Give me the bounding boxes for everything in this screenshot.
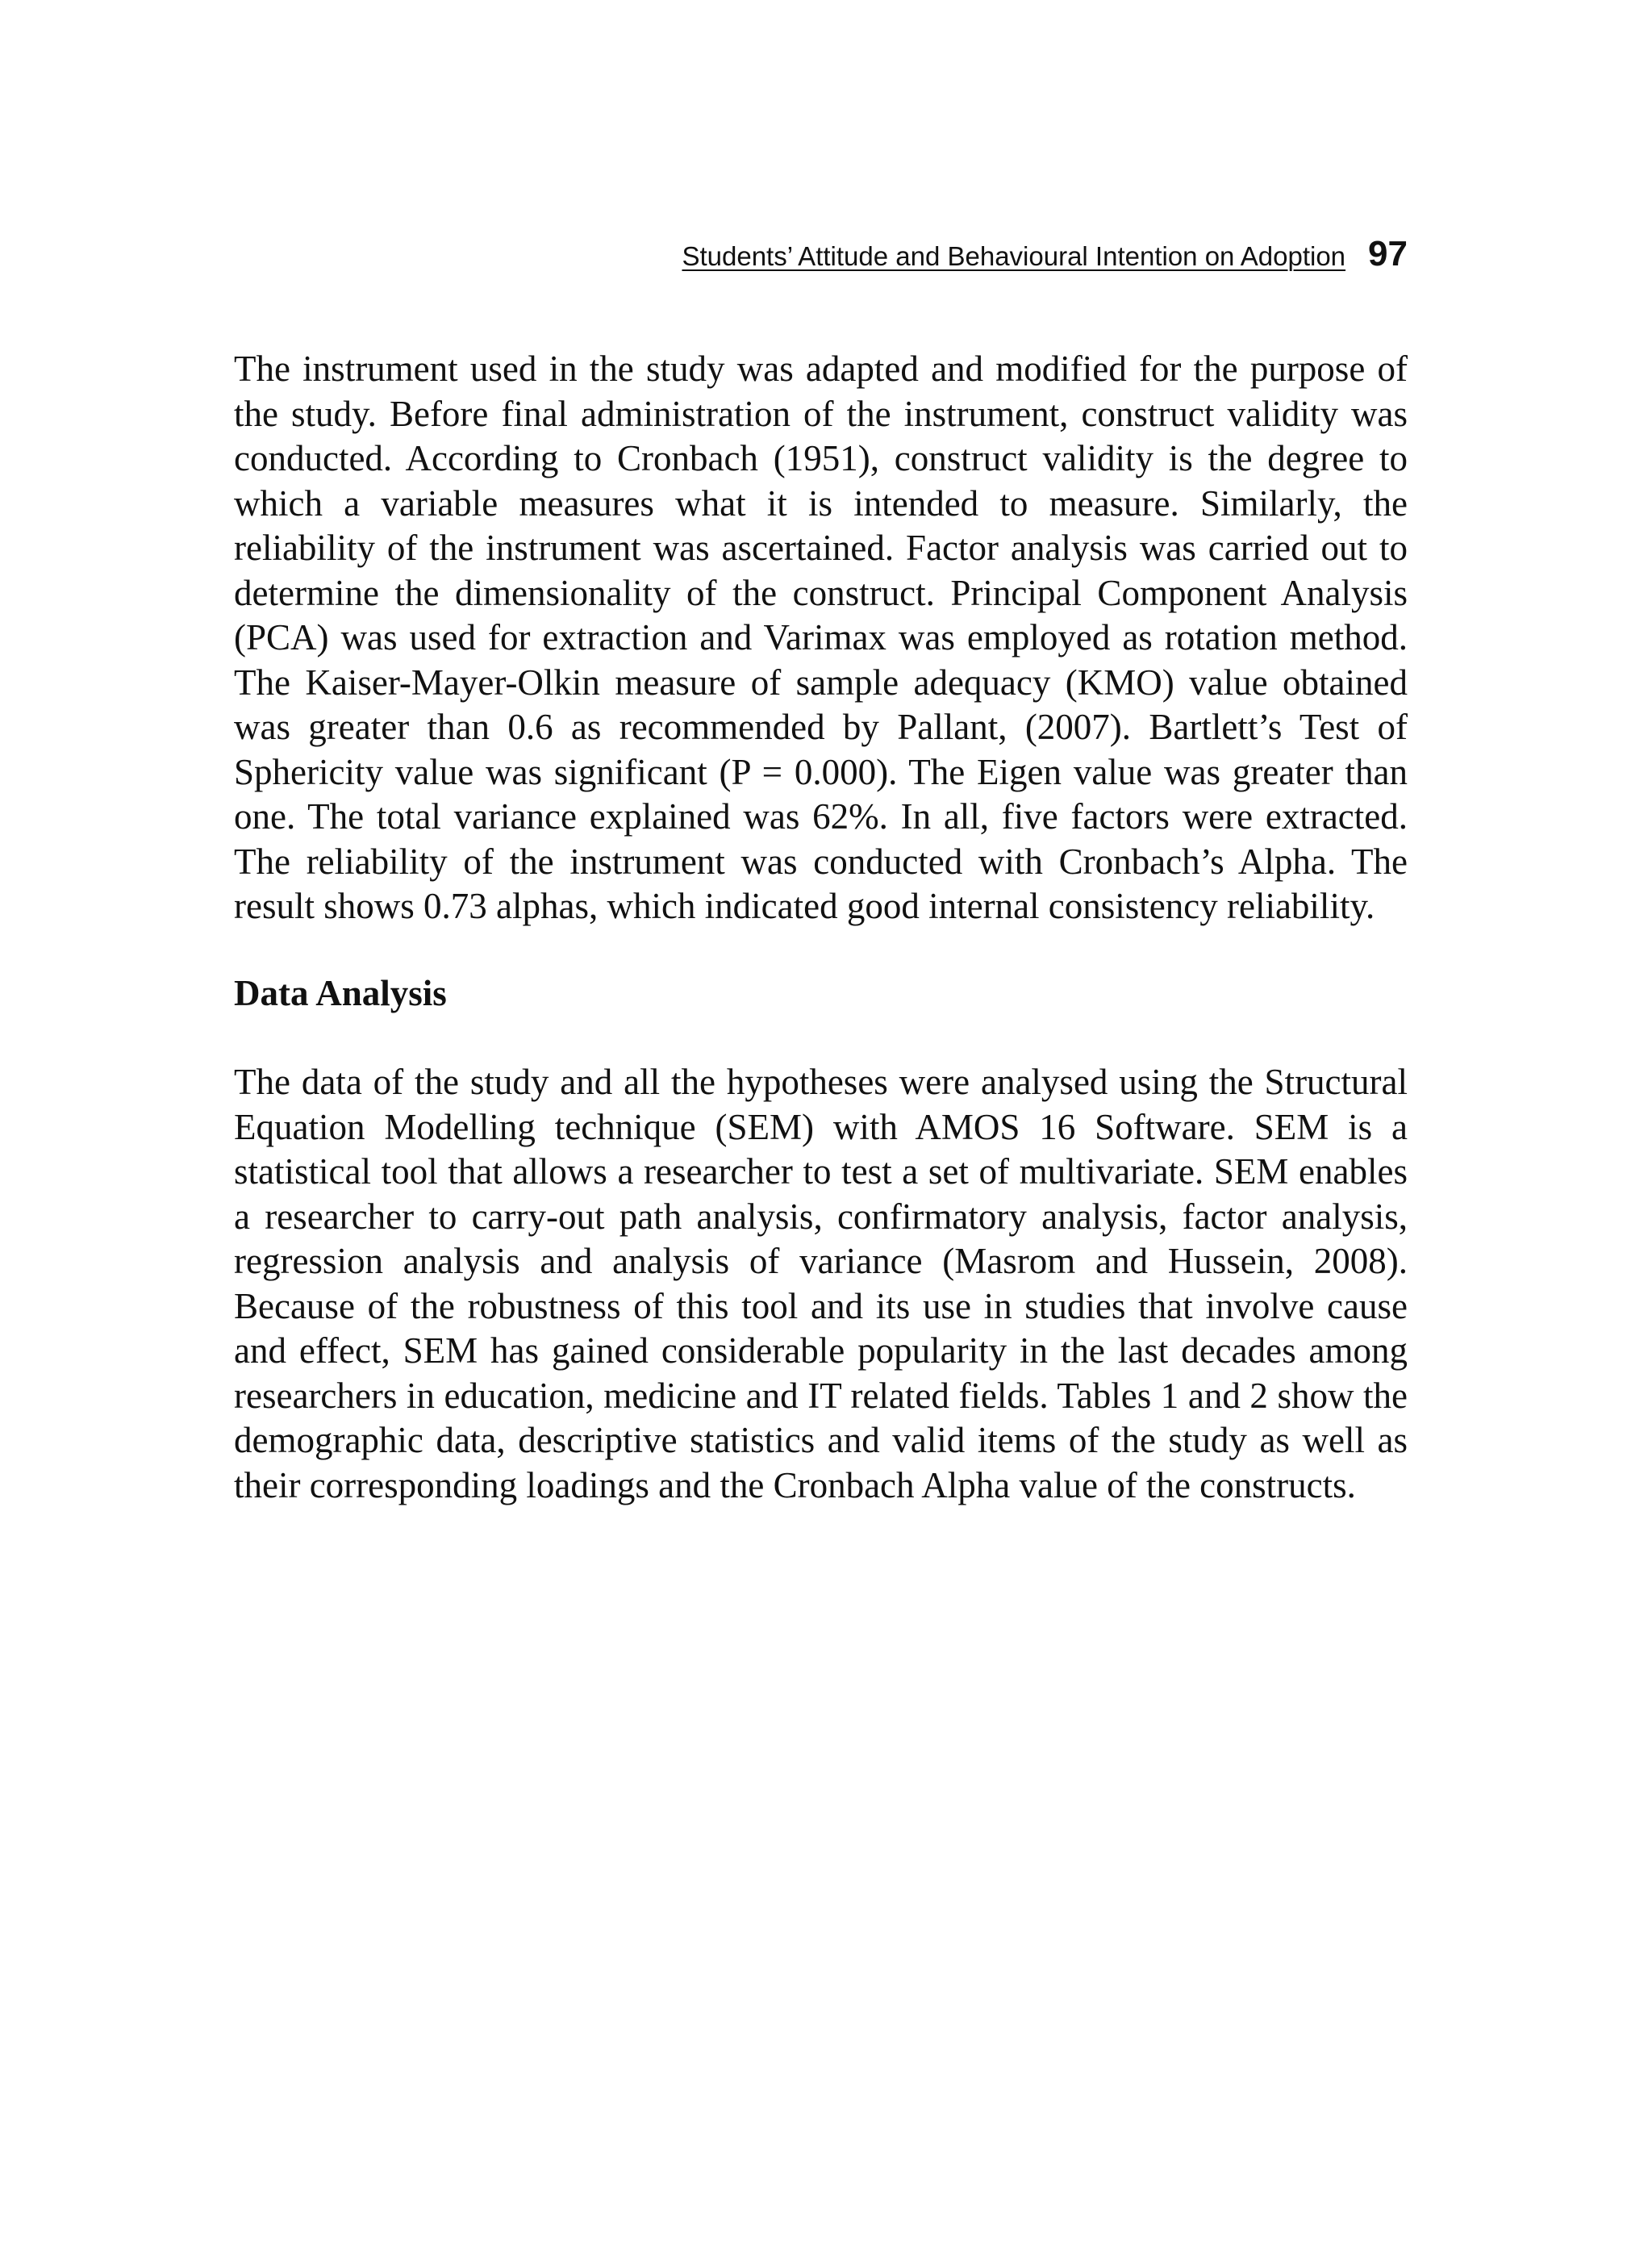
paragraph-instrument: The instrument used in the study was adapted and modified for the purpose of the study. Before final administration of the instrument, construct validity was conducted. According to Cronbach (1951), construct validity is the degree to which a variable measures what it is intended to measure. Similarly, the reliability of the instrument was ascertained. Factor analysis was carried out to determine the dimensionality of the construct. Principal Component Analysis (PCA) was used for extraction and Varimax was employed as rotation method. The Kaiser-Mayer-Olkin measure of sample adequacy (KMO) value obtained was greater than 0.6 as recommended by Pallant, (2007). Bartlett’s Test of Sphericity value was significant (P = 0.000). The Eigen value was greater than one. The total variance explained was 62%. In all, five factors were extracted. The reliability of the instrument was conducted with Cronbach’s Alpha. The result shows 0.73 alphas, which indicated good internal consistency reliability. [234, 349, 1408, 926]
running-title: Students’ Attitude and Behavioural Intention on Adoption [682, 241, 1346, 271]
paragraph-data-analysis: The data of the study and all the hypotheses were analysed using the Structural Equation Modelling technique (SEM) with AMOS 16 Software. SEM is a statistical tool that allows a researcher to test a set of multivariate. SEM enables a researcher to carry-out path analysis, confirmatory analysis, factor analysis, regression analysis and analysis of variance (Masrom and Hussein, 2008). Because of the robustness of this tool and its use in studies that involve cause and effect, SEM has gained considerable popularity in the last decades among researchers in education, medicine and IT related fields. Tables 1 and 2 show the demographic data, descriptive statistics and valid items of the study as well as their corresponding loadings and the Cronbach Alpha value of the constructs. [234, 1062, 1408, 1505]
body-text [234, 347, 1408, 1508]
running-header [234, 234, 1408, 282]
page-number: 97 [1368, 234, 1408, 273]
section-heading: Data Analysis [234, 972, 447, 1013]
